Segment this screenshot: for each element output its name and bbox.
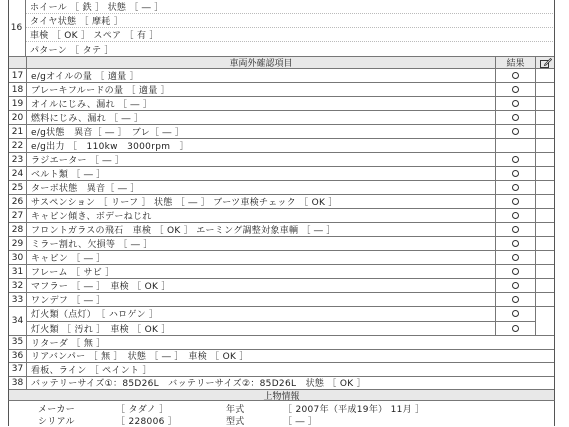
result-circle-mark [512,240,519,247]
result-cell [496,111,536,124]
table-row [9,293,554,307]
result-circle-mark [512,170,519,177]
upper-line-1 [28,402,548,414]
model-label: 型式 [226,416,245,427]
table-row [9,167,554,181]
edit-icon[interactable] [536,57,556,68]
result-circle-mark [512,86,519,93]
result-cell [496,153,536,166]
result-column-label: 結果 [496,57,536,68]
row-number: 26 [9,195,27,208]
result-circle-mark [512,72,519,79]
row-number: 30 [9,251,27,264]
model-value: ［ ― ］ [283,416,318,427]
result-cell [496,209,536,222]
year-label: 年式 [226,404,245,415]
result-circle-mark [512,184,519,191]
result-circle-mark [512,128,519,135]
table-row [9,139,554,153]
row-number: 25 [9,181,27,194]
row-item-text: キャビン ［ ― ］ [27,251,496,264]
section-title: 車両外確認項目 [27,57,496,68]
row-16-line-1: ホイール ［ 鉄 ］ 状態 ［ ― ］ [26,0,555,14]
result-cell [496,223,536,236]
result-cell [496,195,536,208]
inspection-sheet [8,0,555,426]
result-circle-mark [512,114,519,121]
row-item-text: e/g状態 異音［ ― ］ ブレ［ ― ］ [27,125,496,138]
row-number: 29 [9,237,27,250]
section-header [9,57,554,69]
result-cell [496,69,536,82]
upper-line-2 [28,414,548,426]
result-cell [496,237,536,250]
row-item-text: オイルにじみ、漏れ ［ ― ］ [27,97,496,110]
row-number: 36 [9,350,27,363]
row-item-text: ワンデフ ［ ― ］ [27,293,496,306]
row-number: 27 [9,209,27,222]
row-number: 18 [9,83,27,96]
row-number: 32 [9,279,27,292]
row-item-text: リターダ ［ 無 ］ [31,338,106,349]
row-16-number: 16 [8,0,26,57]
result-circle-mark [512,212,519,219]
result-circle-mark [512,296,519,303]
row-item-text: フレーム ［ サビ ］ [27,265,496,278]
table-row [9,195,554,209]
result-circle-mark [512,310,519,317]
table-row [9,279,554,293]
table-row [9,223,554,237]
table-row [9,363,554,377]
row-number: 37 [9,363,27,376]
result-circle-mark [512,156,519,163]
result-cell [496,139,536,152]
table-row [9,181,554,195]
table-row [9,83,554,97]
row-number: 19 [9,97,27,110]
upper-section-header: 上物情報 [8,390,555,401]
result-cell [496,181,536,194]
table-row [9,237,554,251]
row-item-text: e/g出力 ［ 110kw 3000rpm ］ [27,139,496,152]
result-cell [496,97,536,110]
row-item-text: ラジエーター ［ ― ］ [27,153,496,166]
result-circle-mark [512,325,519,332]
row-number: 22 [9,139,27,152]
table-row [9,209,554,223]
row-34-line-1: 灯火類（点灯） ［ ハロゲン ］ [27,306,495,322]
result-cell [496,293,536,306]
row-item-text: ミラー割れ、欠損等 ［ ― ］ [27,237,496,250]
table-row [9,306,554,336]
row-item-text: バッテリーサイズ①：85D26L バッテリーサイズ②：85D26L 状態 ［ OK ］ [31,379,366,389]
row-item-text: e/gオイルの量 ［ 適量 ］ [27,69,496,82]
result-cell [496,83,536,96]
year-value: ［ 2007年（平成19年） 11月 ］ [283,404,425,415]
serial-value: ［ 228006 ］ [116,416,178,427]
result-circle-mark [512,268,519,275]
row-number: 23 [9,153,27,166]
row-number: 33 [9,293,27,306]
table-row [9,153,554,167]
row-number: 31 [9,265,27,278]
result-cell [496,265,536,278]
result-circle-mark [512,198,519,205]
table-row [9,69,554,83]
result-cell [496,167,536,180]
row-16-line-2: タイヤ状態 ［ 摩耗 ］ [26,14,555,28]
row-item-text: 看板、ライン ［ ペイント ］ [31,365,152,376]
row-16-line-4: パターン ［ タテ ］ [26,43,555,57]
table-row [9,336,554,350]
row-number: 17 [9,69,27,82]
row-item-text: 燃料にじみ、漏れ ［ ― ］ [27,111,496,124]
row-number: 35 [9,336,27,349]
table-row [9,265,554,279]
row-number: 20 [9,111,27,124]
row-item-text: ターボ状態 異音［ ― ］ [27,181,496,194]
row-item-text: マフラー ［ ― ］ 車検 ［ OK ］ [27,279,496,292]
table-row [9,125,554,139]
row-number: 28 [9,223,27,236]
row-16-line-3: 車検 ［ OK ］ スペア ［ 有 ］ [26,28,555,42]
result-circle-mark [512,226,519,233]
row-34-line-2: 灯火類 ［ 汚れ ］ 車検 ［ OK ］ [31,325,171,335]
result-cell [496,251,536,264]
maker-label: メーカー [38,404,76,415]
row-number: 34 [9,306,27,335]
row-item-text: ブレーキフルードの量 ［ 適量 ］ [27,83,496,96]
row-item-text: サスペンション ［ リーフ ］ 状態 ［ ― ］ ブーツ車検チェック ［ OK ］ [27,195,496,208]
serial-label: シリアル [38,416,75,427]
row-item-text: リアバンパー ［ 無 ］ 状態 ［ ― ］ 車検 ［ OK ］ [31,352,249,362]
table-row [9,350,554,364]
result-cell [496,279,536,292]
result-circle-mark [512,254,519,261]
maker-value: ［ タダノ ］ [116,404,169,415]
row-item-text: ベルト類 ［ ― ］ [27,167,496,180]
result-cell [496,125,536,138]
row-number: 24 [9,167,27,180]
result-circle-mark [512,282,519,289]
table-row [9,97,554,111]
row-item-text: フロントガラスの飛石 車検 ［ OK ］ エーミング調整対象車輌 ［ ― ］ [27,223,496,236]
result-circle-mark [512,100,519,107]
table-row [9,111,554,125]
table-row [9,251,554,265]
row-number: 38 [9,377,27,390]
row-item-text: キャビン傾き、ボデーねじれ [27,209,496,222]
row-number: 21 [9,125,27,138]
